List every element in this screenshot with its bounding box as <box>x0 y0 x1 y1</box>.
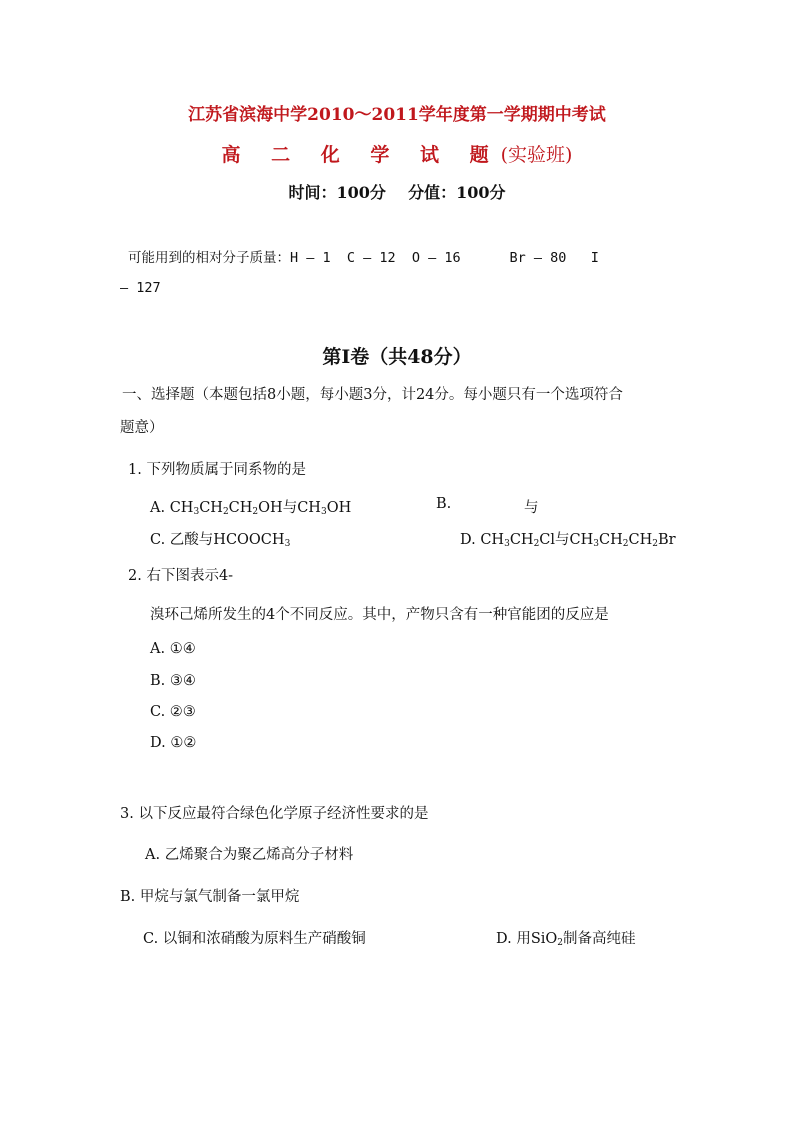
question-2-stem-line-2: 溴环己烯所发生的4个不同反应。其中，产物只含有一种官能团的反应是 <box>150 607 609 623</box>
molecular-mass-line-1: 可能用到的相对分子质量：H – 1 C – 12 O – 16 Br – 80 I <box>128 250 599 266</box>
question-3-option-d: D. 用SiO$_2$制备高纯硅 <box>496 931 636 948</box>
exam-class-type: (实验班) <box>500 144 573 166</box>
question-1-option-b-connector: 与 <box>524 500 539 516</box>
question-2-option-a: A. ①④ <box>150 641 196 657</box>
question-2-option-d: D. ①② <box>150 735 197 751</box>
time-score-line: 时间：100分 分值：100分 <box>288 183 506 202</box>
section-title: 第Ⅰ卷（共48分） <box>322 346 472 368</box>
question-1-stem: 1. 下列物质属于同系物的是 <box>128 462 306 478</box>
formula-methanol: $CH_3OH$ <box>297 500 352 517</box>
formula-chloroethane: $CH_3CH_2Cl$ <box>480 532 556 549</box>
exam-subject-main: 高 二 化 学 试 题 <box>221 144 501 166</box>
question-2-option-b: B. ③④ <box>150 673 196 689</box>
formula-bromopropane: $CH_3CH_2CH_2Br$ <box>569 532 676 549</box>
question-3-option-b: B. 甲烷与氯气制备一氯甲烷 <box>120 889 300 905</box>
question-1-option-c: C. 乙酸与$HCOOCH_3$ <box>150 532 291 549</box>
question-2-stem-line-1: 2. 右下图表示4- <box>128 568 234 584</box>
school-exam-title: 江苏省滨海中学2010～2011学年度第一学期期中考试 <box>188 105 606 125</box>
section-instruction-line-1: 一、选择题（本题包括8小题，每小题3分，计24分。每小题只有一个选项符合 <box>122 387 623 403</box>
formula-propanol: $CH_3CH_2CH_2OH$ <box>169 500 283 517</box>
question-1-option-d: D. $CH_3CH_2Cl$与$CH_3CH_2CH_2Br$ <box>460 532 676 549</box>
molecular-mass-line-2: – 127 <box>120 280 161 296</box>
option-a-label: A. <box>150 500 170 516</box>
question-2-option-c: C. ②③ <box>150 704 196 720</box>
question-1-option-b-label: B. <box>436 496 452 512</box>
question-3-option-a: A. 乙烯聚合为聚乙烯高分子材料 <box>145 847 354 863</box>
question-3-option-c: C. 以铜和浓硝酸为原料生产硝酸铜 <box>143 931 366 947</box>
section-instruction-line-2: 题意） <box>120 420 164 436</box>
question-3-stem: 3. 以下反应最符合绿色化学原子经济性要求的是 <box>120 806 429 822</box>
question-1-option-a: A. $CH_3CH_2CH_2OH$与$CH_3OH$ <box>150 500 352 517</box>
exam-subject-title <box>0 140 794 167</box>
